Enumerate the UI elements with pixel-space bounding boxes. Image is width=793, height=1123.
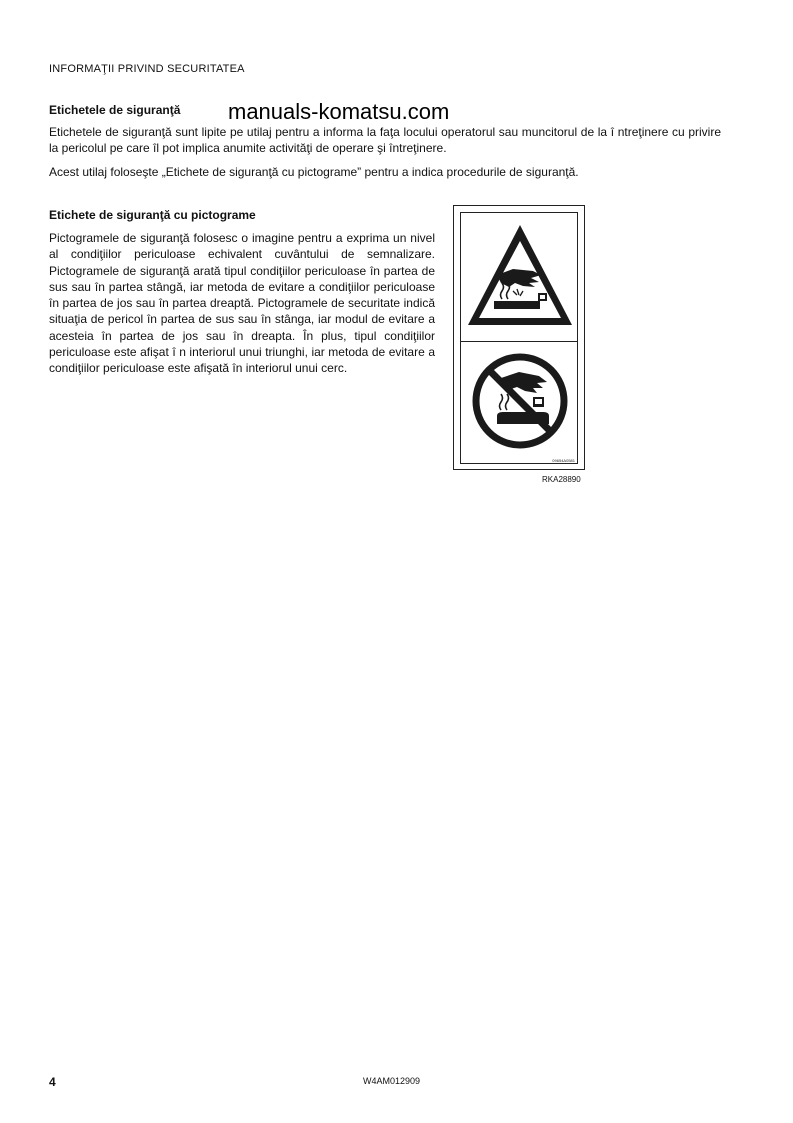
paragraph-safety-labels-intro: Etichetele de siguranţă sunt lipite pe utilaj pentru a informa la faţa locului operatorul sau muncitorul de la î ntreţinere cu privire la pericolul pe care îl pot implica anumite activităţi de operare şi întreţinere. <box>49 125 721 155</box>
page-number: 4 <box>49 1075 56 1089</box>
label-part-code: 09654A0581 <box>552 458 575 463</box>
figure-caption: RKA28890 <box>542 475 581 484</box>
paragraph-pictogram-usage: Acest utilaj foloseşte „Etichete de siguranţă cu pictograme” pentru a indica procedurile de siguranţă. <box>49 165 579 179</box>
document-code: W4AM012909 <box>363 1076 421 1086</box>
hot-surface-warning-triangle-icon <box>461 213 579 341</box>
page-header: INFORMAŢII PRIVIND SECURITATEA <box>49 63 245 75</box>
watermark: manuals-komatsu.com <box>228 99 450 124</box>
section-heading-pictogram-labels: Etichete de siguranţă cu pictograme <box>49 208 256 222</box>
do-not-touch-hot-surface-prohibition-icon <box>461 342 579 464</box>
safety-label-border <box>460 212 578 464</box>
safety-label-figure <box>453 205 585 470</box>
paragraph-pictogram-description: Pictogramele de siguranţă folosesc o imagine pentru a exprima un nivel al condiţiilor periculoase echivalent cuvântului de semnalizare. Pictogramele de siguranţă arată tipul condiţiilor periculoase în partea de sus sau în partea stângă, iar metoda de evitare a condiţiilor periculoase în partea de jos sau în partea dreaptă. Pictogramele de securitate indică situaţia de pericol în partea de sus sau în stânga, iar modul de evitare a acesteia în partea de jos sau în dreapta. În plus, tipul condiţiilor periculoase este afişat î n interiorul unui triunghi, iar metoda de evitare a condiţiilor periculoase este afişată în interiorul unui cerc. <box>49 231 435 376</box>
section-heading-safety-labels: Etichetele de siguranţă <box>49 103 181 117</box>
